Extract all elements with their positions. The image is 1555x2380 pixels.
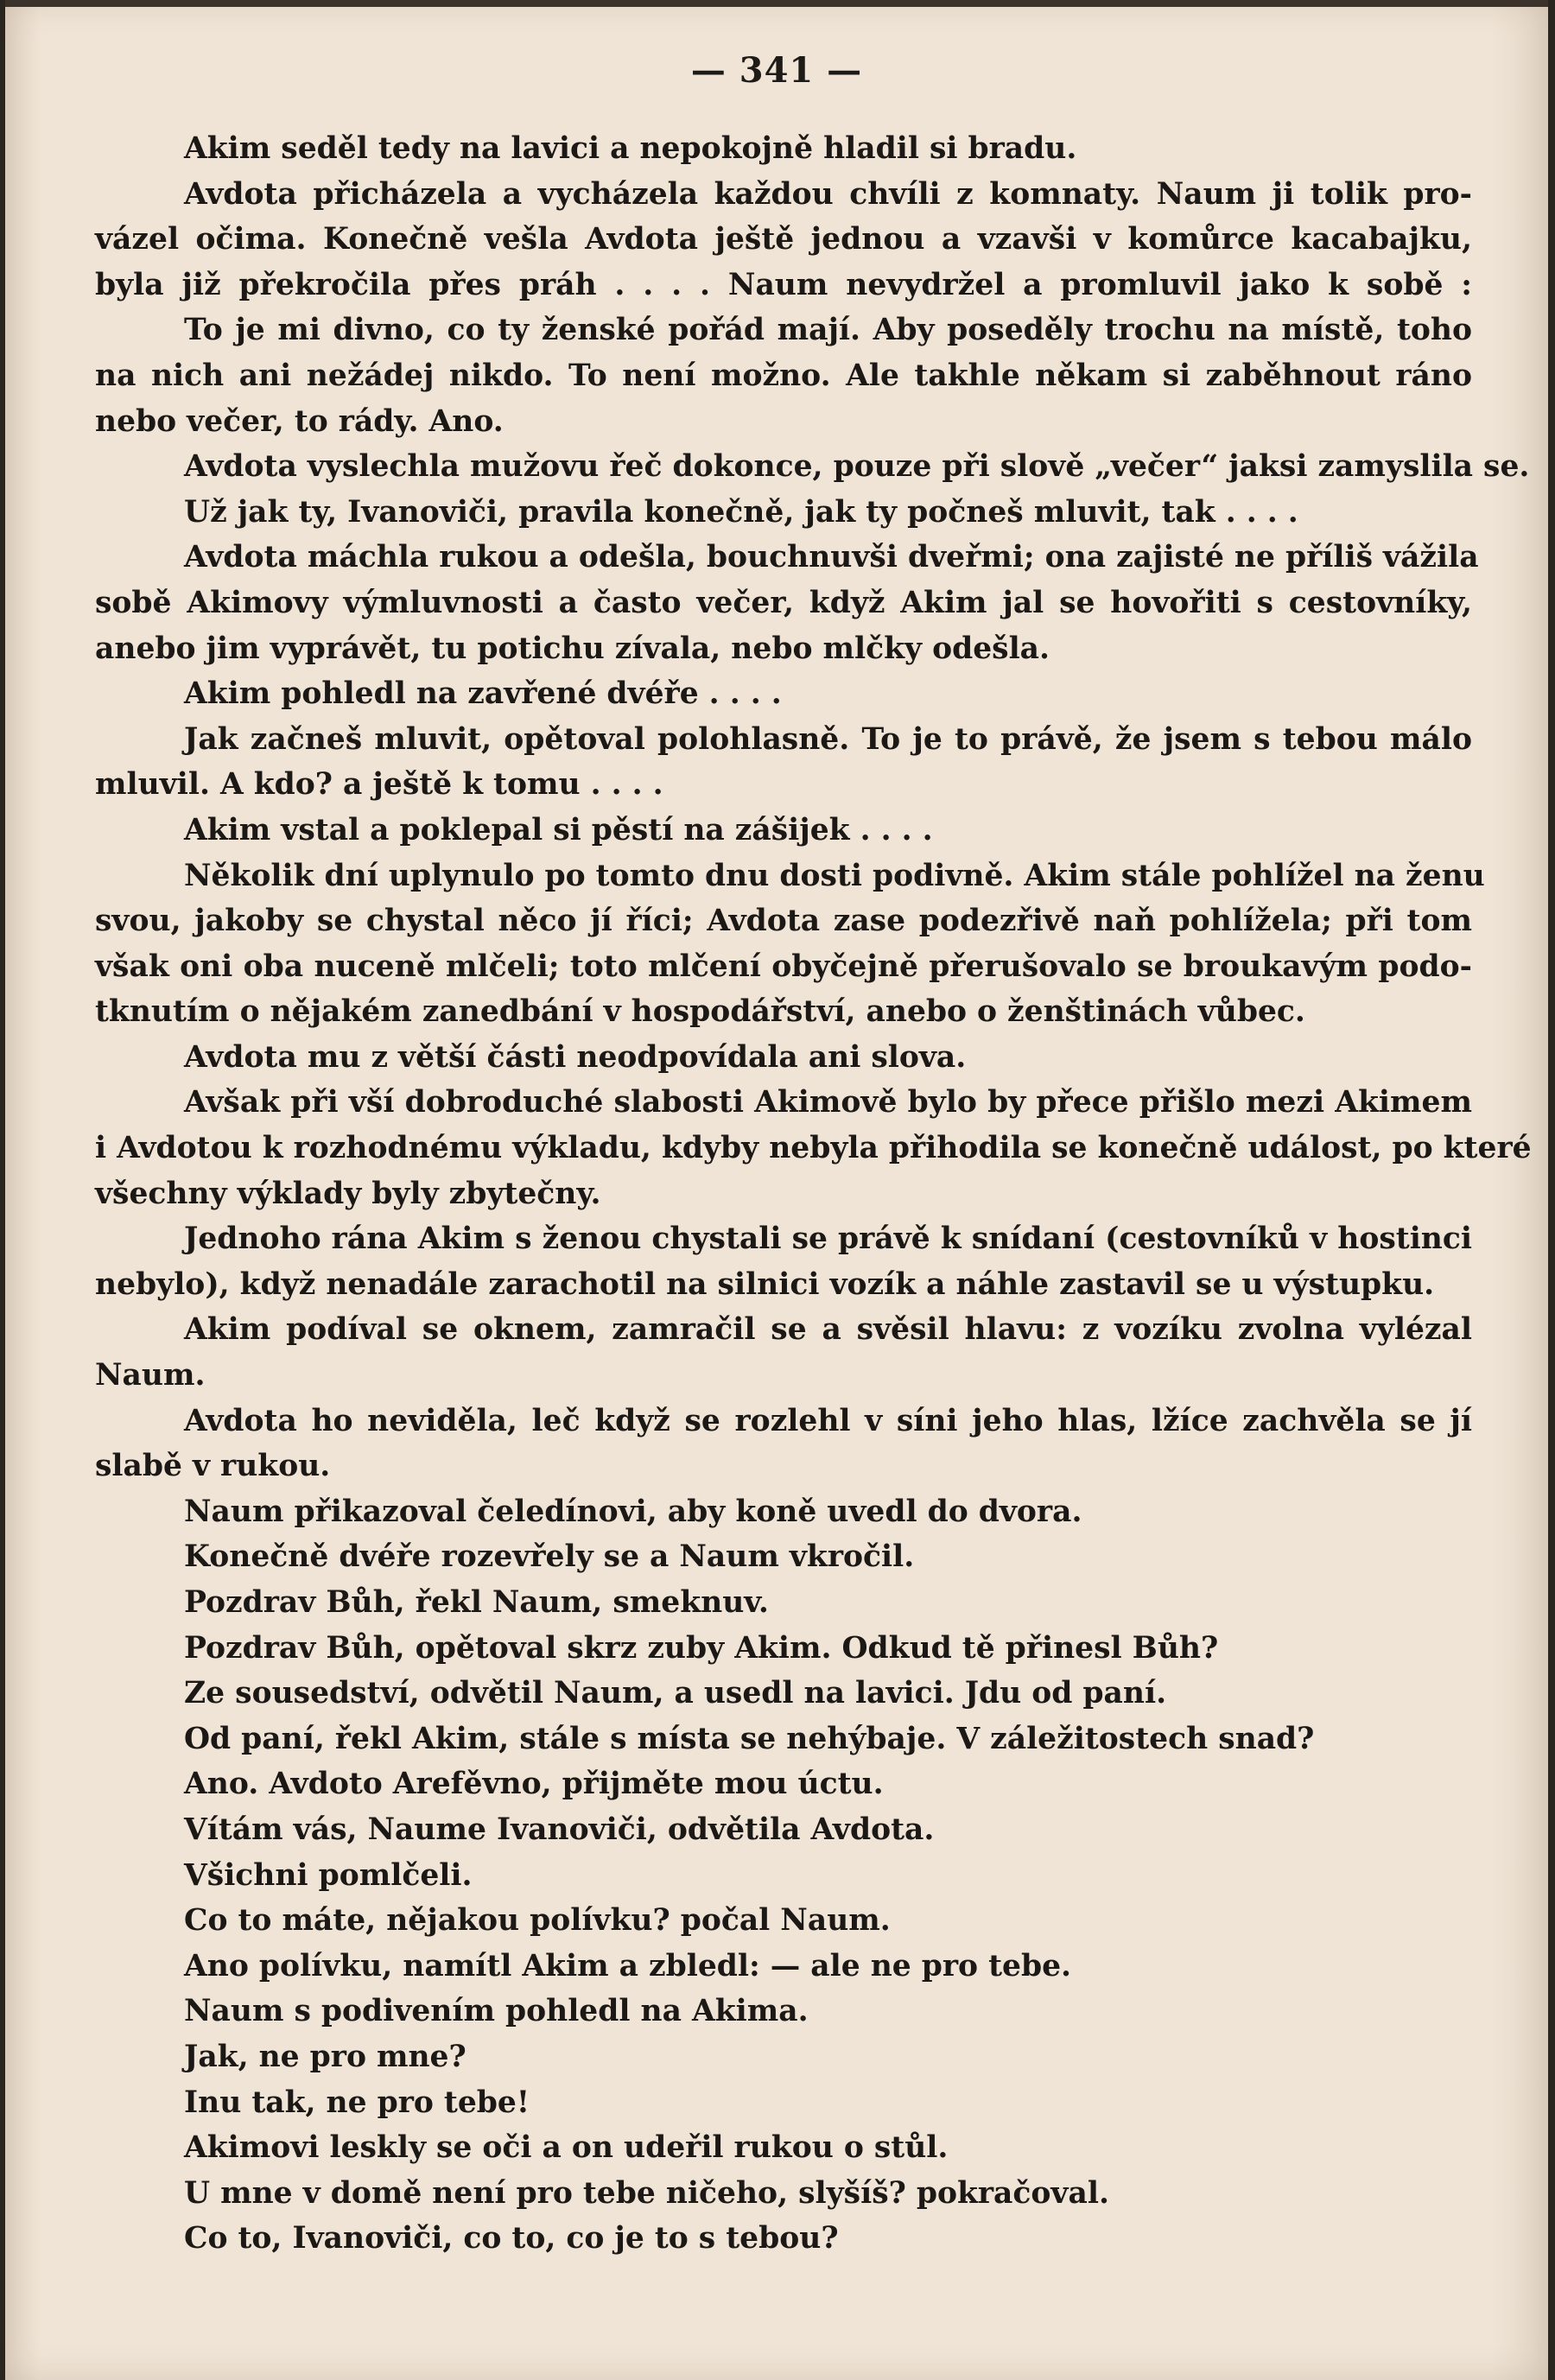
text-line: mluvil. A kdo? a ještě k tomu . . . .	[95, 767, 663, 803]
text-line: Akim seděl tedy na lavici a nepokojně hladil si bradu.	[184, 131, 1077, 166]
text-line: Pozdrav Bůh, řekl Naum, smeknuv.	[184, 1585, 769, 1620]
text-line: Avdota mu z větší části neodpovídala ani slova.	[184, 1039, 967, 1075]
text-line: Konečně dvéře rozevřely se a Naum vkročil.	[184, 1539, 915, 1575]
text-line: To je mi divno, co ty ženské pořád mají. Aby poseděly trochu na místě, toho	[184, 313, 1472, 348]
text-line: Inu tak, ne pro tebe!	[184, 2085, 530, 2120]
text-line: U mne v domě není pro tebe ničeho, slyšíš? pokračoval.	[184, 2175, 1109, 2211]
text-line: Akimovi leskly se oči a on udeřil rukou o stůl.	[184, 2130, 949, 2166]
text-line: Avdota vyslechla mužovu řeč dokonce, pouze při slově „večer“ jaksi zamyslila se.	[184, 449, 1530, 485]
page-number: — 341 —	[690, 50, 863, 91]
text-line: na nich ani nežádej nikdo. To není možno. Ale takhle někam si zaběhnout ráno	[95, 358, 1472, 393]
text-line: anebo jim vyprávět, tu potichu zívala, nebo mlčky odešla.	[95, 631, 1050, 666]
text-line: Naum.	[95, 1358, 206, 1393]
text-line: sobě Akimovy výmluvnosti a často večer, když Akim jal se hovořiti s cestovníky,	[95, 585, 1472, 620]
text-line: svou, jakoby se chystal něco jí říci; Avdota zase podezřivě naň pohlížela; při tom	[95, 904, 1472, 939]
text-line: Avšak při vší dobroduché slabosti Akimově bylo by přece přišlo mezi Akimem	[184, 1085, 1472, 1120]
text-line: nebo večer, to rády. Ano.	[95, 403, 504, 439]
text-line: Ze sousedství, odvětil Naum, a usedl na lavici. Jdu od paní.	[184, 1676, 1167, 1711]
text-line: Co to, Ivanoviči, co to, co je to s tebou?	[184, 2221, 839, 2256]
text-line: Od paní, řekl Akim, stále s místa se nehýbaje. V záležitostech snad?	[184, 1721, 1315, 1756]
text-line: Naum s podivením pohledl na Akima.	[184, 1994, 809, 2029]
body-text	[95, 126, 1532, 2262]
text-line: Akim vstal a poklepal si pěstí na zášijek . . . .	[184, 812, 933, 847]
text-line: Akim pohledl na zavřené dvéře . . . .	[184, 676, 782, 712]
text-line: Jednoho rána Akim s ženou chystali se právě k snídaní (cestovníků v hostinci	[184, 1222, 1472, 1257]
text-line: Všichni pomlčeli.	[184, 1857, 473, 1893]
text-line: však oni oba nuceně mlčeli; toto mlčení obyčejně přerušovalo se broukavým podo-	[95, 949, 1472, 984]
text-line: Akim podíval se oknem, zamračil se a svěsil hlavu: z vozíku zvolna vylézal	[184, 1312, 1472, 1348]
text-line: tknutím o nějakém zanedbání v hospodářství, anebo o ženštinách vůbec.	[95, 994, 1305, 1030]
text-line: Naum přikazoval čeledínovi, aby koně uvedl do dvora.	[184, 1494, 1082, 1529]
text-line: Několik dní uplynulo po tomto dnu dosti podivně. Akim stále pohlížel na ženu	[184, 858, 1485, 893]
text-line: nebylo), když nenadále zarachotil na silnici vozík a náhle zastavil se u výstupku.	[95, 1266, 1435, 1302]
text-line: i Avdotou k rozhodnému výkladu, kdyby nebyla přihodila se konečně událost, po které	[95, 1131, 1532, 1166]
text-line: Vítám vás, Naume Ivanoviči, odvětila Avdota.	[184, 1812, 935, 1847]
text-line: byla již překročila přes práh . . . . Naum nevydržel a promluvil jako k sobě :	[95, 267, 1472, 302]
text-line: Už jak ty, Ivanoviči, pravila konečně, jak ty počneš mluvit, tak . . . .	[184, 494, 1298, 530]
text-line: Avdota ho neviděla, leč když se rozlehl v síni jeho hlas, lžíce zachvěla se jí	[184, 1403, 1472, 1438]
text-line: Avdota přicházela a vycházela každou chvíli z komnaty. Naum ji tolik pro-	[184, 176, 1472, 212]
text-line: Ano. Avdoto Arefěvno, přijměte mou úctu.	[184, 1767, 884, 1802]
text-line: Pozdrav Bůh, opětoval skrz zuby Akim. Odkud tě přinesl Bůh?	[184, 1630, 1219, 1666]
text-line: Ano polívku, namítl Akim a zbledl: — ale ne pro tebe.	[184, 1948, 1072, 1983]
text-line: slabě v rukou.	[95, 1449, 331, 1484]
book-page	[5, 0, 1548, 2380]
text-line: Co to máte, nějakou polívku? počal Naum.	[184, 1903, 891, 1939]
text-line: Jak začneš mluvit, opětoval polohlasně. To je to právě, že jsem s tebou málo	[184, 721, 1472, 757]
text-line: vázel očima. Konečně vešla Avdota ještě jednou a vzavši v komůrce kacabajku,	[95, 222, 1472, 257]
top-edge-rule	[5, 0, 1548, 7]
text-line: Avdota máchla rukou a odešla, bouchnuvši dveřmi; ona zajisté ne příliš vážila	[184, 540, 1479, 575]
text-line: Jak, ne pro mne?	[184, 2039, 466, 2074]
text-line: všechny výklady byly zbytečny.	[95, 1176, 601, 1211]
